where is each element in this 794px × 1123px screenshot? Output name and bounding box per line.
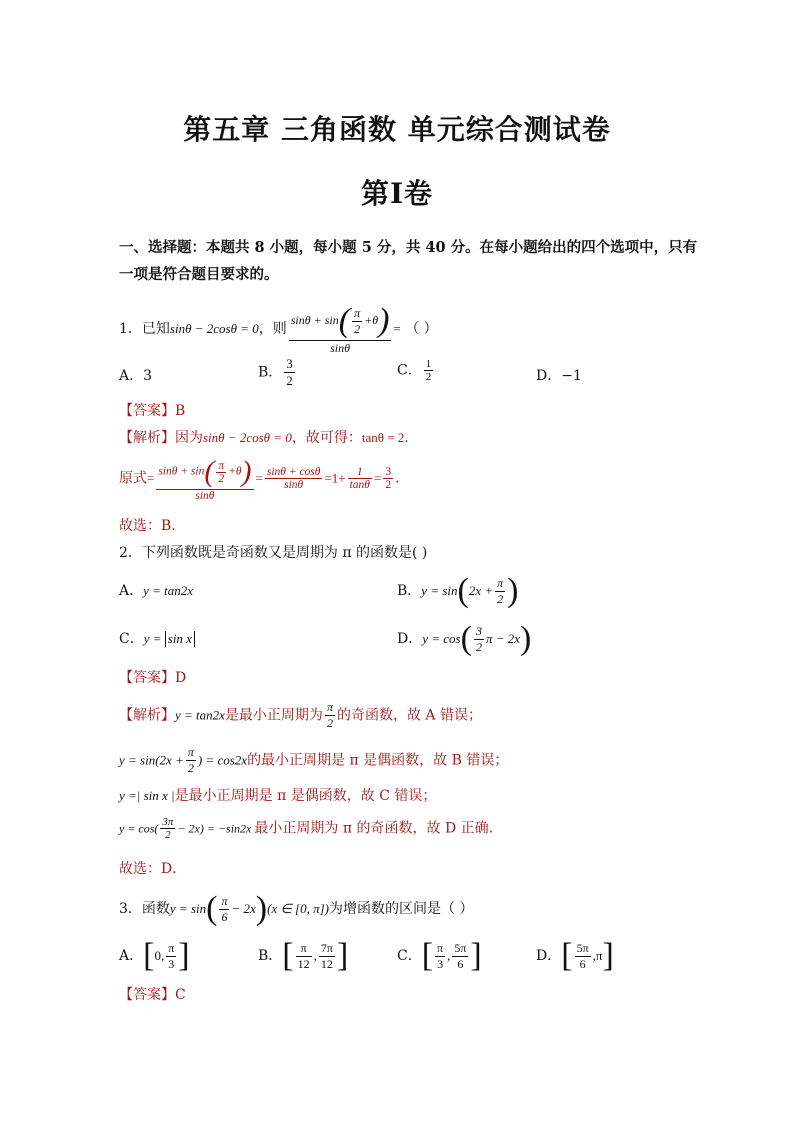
page-subtitle: 第Ⅰ卷	[360, 177, 434, 210]
q1-option-d: D．−1	[536, 368, 582, 384]
question-3-stem: 3．函数y = sin( $\frac{\pi}{6}$ − 2x)(x ∈ [0, π])为增函数的区间是（ ）	[119, 890, 474, 927]
q3-option-a: A．[0, $\frac{\pi}{3}$ ]	[119, 937, 190, 974]
q1-option-a: A．3	[119, 368, 153, 384]
q1-answer: 【答案】B	[119, 403, 186, 419]
page-title: 第五章 三角函数 单元综合测试卷	[183, 113, 611, 146]
q2-conclusion: 故选：D．	[119, 861, 187, 877]
section-header-line2: 一项是符合题目要求的。	[119, 266, 279, 283]
q3-answer: 【答案】C	[119, 987, 186, 1003]
q2-option-b: B．y = sin(2x + $\frac{\pi}{2}$ )	[397, 572, 519, 609]
q2-answer: 【答案】D	[119, 670, 187, 686]
q2-option-d: D．y = cos( $\frac{3}{2}$ π − 2x)	[397, 620, 532, 657]
question-1-stem: 1．已知sinθ − 2cosθ = 0，则 sinθ + sin( $\frac{\pi}{2}$ +θ) sinθ = （ ）	[119, 302, 438, 355]
q1-explanation-line1: 【解析】因为sinθ − 2cosθ = 0，故可得：tanθ = 2.	[119, 430, 409, 446]
q2-explanation-line3: y =| sin x |是最小正周期是 π 是偶函数，故 C 错误；	[119, 788, 437, 804]
q2-explanation-line2: y = sin(2x + $\frac{\pi}{2}$ ) = cos2x的最小正周期是 π 是偶函数，故 B 错误；	[119, 745, 509, 775]
q3-option-b: B．[ $\frac{\pi}{12}$ , $\frac{7\pi}{12}$ ]	[258, 937, 349, 974]
section-header-line1: 一、选择题：本题共 8 小题，每小题 5 分，共 40 分。在每小题给出的四个选项中，只有	[119, 239, 698, 256]
q1-option-b: B． $\frac{3}{2}$	[258, 356, 293, 388]
q3-option-c: C．[ $\frac{\pi}{3}$ , $\frac{5\pi}{6}$ ]	[397, 937, 482, 974]
q2-option-c: C．y = sin x	[119, 628, 195, 648]
q2-explanation-line4: y = cos( $\frac{3\pi}{2}$ − 2x) = −sin2x 最小正周期为 π 的奇函数，故 D 正确.	[119, 816, 494, 841]
q1-conclusion: 故选：B.	[119, 518, 176, 534]
q2-option-a: A．y = tan2x	[119, 583, 194, 599]
q3-option-d: D．[ $\frac{5\pi}{6}$ ,π]	[536, 937, 614, 974]
question-2-stem: 2．下列函数既是奇函数又是周期为 π 的函数是( )	[119, 545, 428, 561]
q2-explanation-line1: 【解析】y = tan2x是最小正周期为 $\frac{\pi}{2}$ 的奇函数，故 A 错误；	[119, 700, 482, 730]
q1-option-c: C． $\frac{1}{2}$	[397, 358, 432, 383]
q1-explanation-line2: 原式= sinθ + sin( $\frac{\pi}{2}$ +θ) sinθ = $\frac{\sin\theta + \cos\theta}{\sin\theta}$ =1+ $\frac{1}{\tan\theta}$ = $\frac{3}{2}$ .	[119, 455, 400, 502]
